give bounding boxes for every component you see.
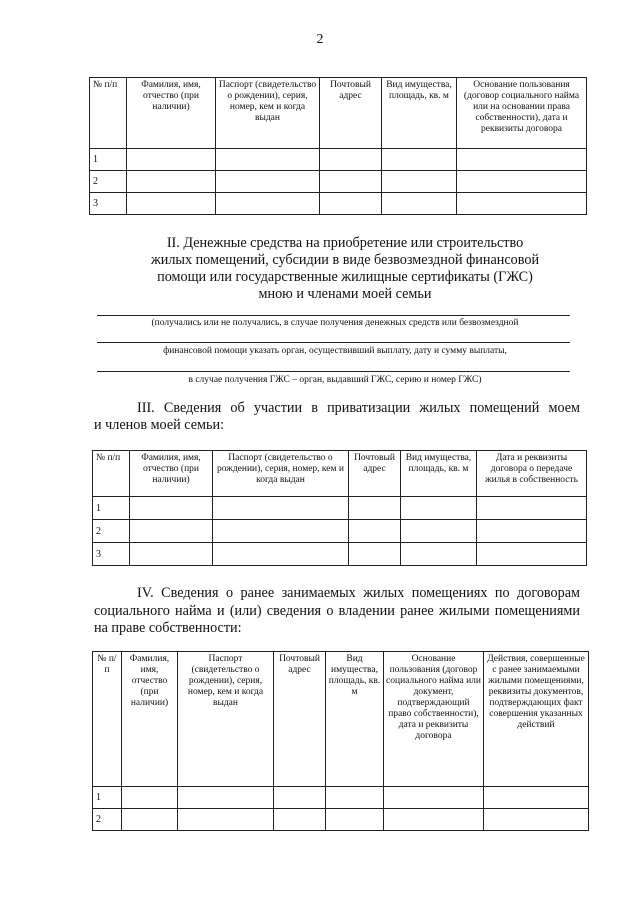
table-cell[interactable] xyxy=(349,497,401,520)
privatization-table xyxy=(92,450,587,566)
table-cell[interactable] xyxy=(178,809,274,831)
column-header: Почтовый адрес xyxy=(320,78,382,149)
table-cell[interactable] xyxy=(216,193,320,215)
table-cell[interactable] xyxy=(213,497,349,520)
column-header: Вид имущества, площадь, кв. м xyxy=(382,78,457,149)
table-cell[interactable] xyxy=(320,171,382,193)
column-header: Дата и реквизиты договора о передаче жилья в собственность xyxy=(477,451,587,497)
table-cell[interactable] xyxy=(326,787,384,809)
table-row xyxy=(93,543,587,566)
column-header: Основание пользования (договор социального найма или документ, подтверждающий право собственности), дата и реквизиты договора xyxy=(384,652,484,787)
row-number: 2 xyxy=(93,520,130,543)
table-cell[interactable] xyxy=(122,787,178,809)
table-cell[interactable] xyxy=(216,171,320,193)
table-cell[interactable] xyxy=(401,520,477,543)
column-header: № п/п xyxy=(93,451,130,497)
table-cell[interactable] xyxy=(382,149,457,171)
table-row xyxy=(93,520,587,543)
table-cell[interactable] xyxy=(122,809,178,831)
table-cell[interactable] xyxy=(349,543,401,566)
table-cell[interactable] xyxy=(477,543,587,566)
table-cell[interactable] xyxy=(127,193,216,215)
table-header-row xyxy=(93,652,589,787)
field-note: финансовой помощи указать орган, осуществивший выплату, дату и сумму выплаты, xyxy=(163,346,507,356)
table-cell[interactable] xyxy=(457,171,587,193)
table-row xyxy=(90,149,587,171)
table-cell[interactable] xyxy=(484,809,589,831)
fill-line[interactable] xyxy=(97,342,570,343)
section-title-line: жилых помещений, субсидии в виде безвозмездной финансовой xyxy=(150,252,540,268)
table-cell[interactable] xyxy=(477,520,587,543)
column-header: Фамилия, имя, отчество (при наличии) xyxy=(127,78,216,149)
table-row xyxy=(90,193,587,215)
section-title-line: помощи или государственные жилищные сертификаты (ГЖС) xyxy=(157,269,533,285)
row-number: 1 xyxy=(90,149,127,171)
fill-line[interactable] xyxy=(97,315,570,316)
column-header: Почтовый адрес xyxy=(274,652,326,787)
table-cell[interactable] xyxy=(382,171,457,193)
field-note: в случае получения ГЖС – орган, выдавший ГЖС, серию и номер ГЖС) xyxy=(188,375,482,385)
section-title-line: мною и членами моей семьи xyxy=(258,286,432,302)
section-4-title-line-1: IV. Сведения о ранее занимаемых жилых помещениях по договорам xyxy=(137,585,580,601)
table-header-row xyxy=(90,78,587,149)
table-cell[interactable] xyxy=(484,787,589,809)
table-cell[interactable] xyxy=(326,809,384,831)
table-cell[interactable] xyxy=(213,520,349,543)
row-number: 1 xyxy=(93,497,130,520)
table-cell[interactable] xyxy=(457,193,587,215)
section-3-title-line-1: III. Сведения об участии в приватизации жилых помещений моем xyxy=(137,400,580,416)
table-header-row xyxy=(93,451,587,497)
table-cell[interactable] xyxy=(349,520,401,543)
table-cell[interactable] xyxy=(127,171,216,193)
section-4-title-line-3: на праве собственности: xyxy=(94,620,242,636)
table-cell[interactable] xyxy=(127,149,216,171)
row-number: 1 xyxy=(93,787,122,809)
row-number: 3 xyxy=(90,193,127,215)
table-cell[interactable] xyxy=(401,543,477,566)
table-row xyxy=(90,171,587,193)
family-housing-table xyxy=(89,77,587,215)
table-cell[interactable] xyxy=(382,193,457,215)
column-header: Почтовый адрес xyxy=(349,451,401,497)
table-cell[interactable] xyxy=(213,543,349,566)
column-header: Паспорт (свидетельство о рождении), серия, номер, кем и когда выдан xyxy=(216,78,320,149)
section-3-title-line-2: и членов моей семьи: xyxy=(94,417,225,433)
table-cell[interactable] xyxy=(178,787,274,809)
section-title-line: II. Денежные средства на приобретение или строительство xyxy=(166,235,524,251)
table-cell[interactable] xyxy=(130,520,213,543)
column-header: № п/п xyxy=(90,78,127,149)
column-header: № п/п xyxy=(93,652,122,787)
column-header: Фамилия, имя, отчество (при наличии) xyxy=(130,451,213,497)
column-header: Паспорт (свидетельство о рождении), серия, номер, кем и когда выдан xyxy=(213,451,349,497)
table-cell[interactable] xyxy=(384,787,484,809)
column-header: Действия, совершенные с ранее занимаемыми жилыми помещениями, реквизиты документов, подтверждающих факт совершения указанных действий xyxy=(484,652,589,787)
field-note: (получались или не получались, в случае получения денежных средств или безвозмездной xyxy=(151,318,519,328)
previous-housing-table xyxy=(92,651,589,831)
table-row xyxy=(93,787,589,809)
page-number: 2 xyxy=(316,32,324,47)
table-cell[interactable] xyxy=(457,149,587,171)
table-cell[interactable] xyxy=(384,809,484,831)
column-header: Паспорт (свидетельство о рождении), серия, номер, кем и когда выдан xyxy=(178,652,274,787)
section-2-title xyxy=(110,235,580,303)
column-header: Основание пользования (договор социального найма или на основании права собственности), дата и реквизиты договора xyxy=(457,78,587,149)
section-4-title-line-2: социального найма и (или) сведения о владении ранее жилыми помещениями xyxy=(94,603,580,619)
table-cell[interactable] xyxy=(401,497,477,520)
table-cell[interactable] xyxy=(216,149,320,171)
table-row xyxy=(93,497,587,520)
column-header: Вид имущества, площадь, кв. м xyxy=(401,451,477,497)
table-cell[interactable] xyxy=(320,149,382,171)
table-cell[interactable] xyxy=(477,497,587,520)
row-number: 2 xyxy=(90,171,127,193)
column-header: Вид имущества, площадь, кв. м xyxy=(326,652,384,787)
table-cell[interactable] xyxy=(274,787,326,809)
table-row xyxy=(93,809,589,831)
table-cell[interactable] xyxy=(130,543,213,566)
table-cell[interactable] xyxy=(130,497,213,520)
fill-line[interactable] xyxy=(97,371,570,372)
column-header: Фамилия, имя, отчество (при наличии) xyxy=(122,652,178,787)
row-number: 3 xyxy=(93,543,130,566)
table-cell[interactable] xyxy=(274,809,326,831)
table-cell[interactable] xyxy=(320,193,382,215)
row-number: 2 xyxy=(93,809,122,831)
